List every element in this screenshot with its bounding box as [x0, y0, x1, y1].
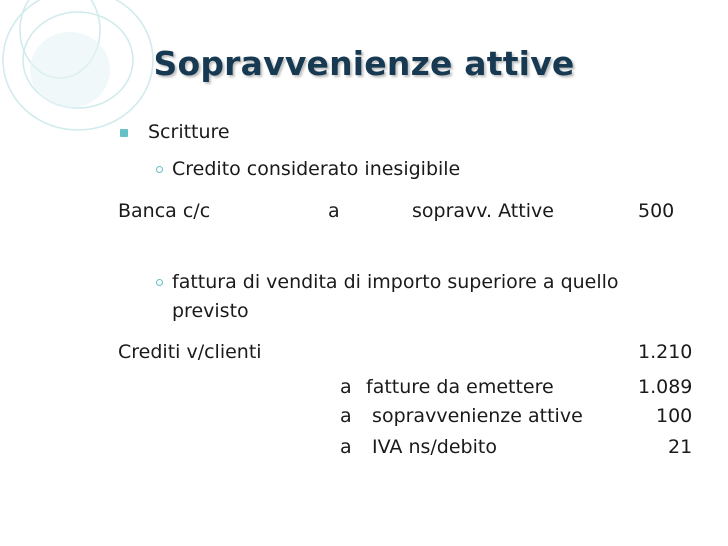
sub-bullet-credito: Credito considerato inesigibile	[172, 158, 461, 180]
entry2-debit-amount: 1.210	[638, 341, 693, 363]
sub-bullet-fattura-line2: previsto	[172, 300, 249, 322]
entry2-line-prep: a	[340, 376, 352, 398]
square-bullet-icon	[120, 129, 128, 137]
slide-title: Sopravvenienze attive	[153, 44, 575, 83]
ring-bullet-icon	[156, 166, 163, 173]
entry2-line-amount: 100	[656, 405, 693, 427]
entry2-line-amount: 1.089	[638, 376, 693, 398]
ring-bullet-icon	[156, 279, 163, 286]
entry2-debit: Crediti v/clienti	[118, 341, 262, 363]
entry2-line-prep: a	[340, 436, 352, 458]
entry2-line-account: sopravvenienze attive	[366, 405, 583, 427]
entry2-line-prep: a	[340, 405, 352, 427]
bullet-scritture: Scritture	[148, 121, 230, 143]
entry1-debit: Banca c/c	[118, 200, 211, 222]
entry2-line-account: IVA ns/debito	[366, 436, 497, 458]
entry2-line-account: fatture da emettere	[366, 376, 554, 398]
entry1-amount: 500	[638, 200, 675, 222]
entry2-line-amount: 21	[668, 436, 693, 458]
entry1-credit: sopravv. Attive	[412, 200, 554, 222]
sub-bullet-fattura-line1: fattura di vendita di importo superiore a quello	[172, 271, 619, 293]
entry1-prep: a	[328, 200, 340, 222]
